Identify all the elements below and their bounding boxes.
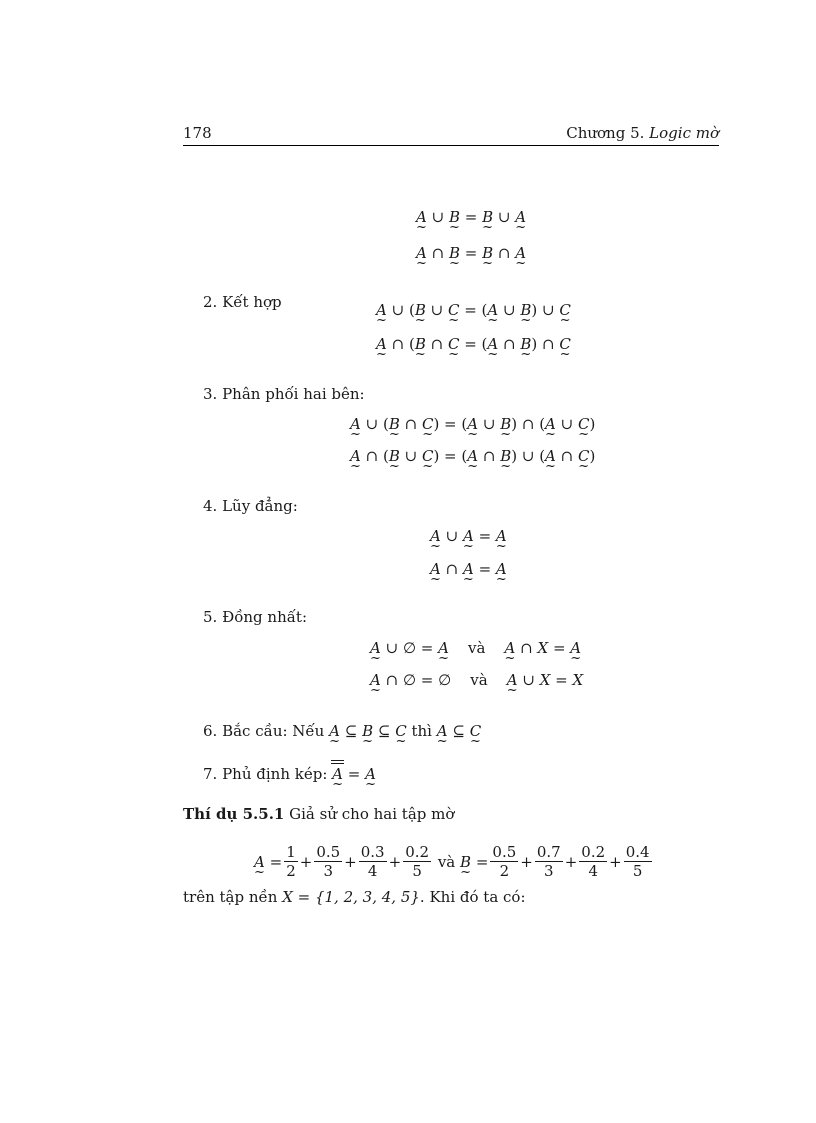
fuzzy-set-variable: A ~: [438, 639, 449, 657]
chapter-label: Chương 5.: [566, 124, 645, 142]
list-item-distributive: [203, 385, 365, 403]
item-number: 6.: [203, 722, 218, 740]
closing-post: . Khi đó ta có:: [419, 888, 526, 906]
fuzzy-set-variable: B ~: [460, 853, 471, 871]
fuzzy-set-variable: B ~: [415, 301, 426, 319]
fuzzy-set-variable: A ~: [545, 415, 556, 433]
fuzzy-set-variable: B ~: [389, 447, 400, 465]
fuzzy-set-variable: C ~: [448, 301, 459, 319]
item-number: 4.: [203, 497, 218, 515]
fraction: $\frac{0.3}{4}$: [360, 843, 385, 880]
item-number: 5.: [203, 608, 218, 626]
fuzzy-set-variable: B ~: [482, 208, 493, 226]
fuzzy-set-variable: A ~: [496, 560, 507, 578]
fuzzy-set-variable: B ~: [449, 244, 460, 262]
fraction: $\frac{0.2}{4}$: [581, 843, 606, 880]
fuzzy-set-variable: A ~: [416, 208, 427, 226]
fuzzy-set-variable: A ~: [430, 560, 441, 578]
closing-pre: trên tập nền: [183, 888, 278, 906]
list-item-double-negation: 7. Phủ định kép: A ~ = A ~: [203, 765, 376, 783]
fuzzy-set-variable: A ~: [463, 527, 474, 545]
formula-commutative-union: A ~ ∪ B ~ = B ~ ∪ A ~: [416, 208, 526, 226]
formula-commutative-intersection: A ~ ∩ B ~ = B ~ ∩ A ~: [416, 244, 526, 262]
fuzzy-set-variable: A ~: [430, 527, 441, 545]
header-rule: [183, 145, 719, 146]
fuzzy-set-variable: A ~: [370, 671, 381, 689]
fuzzy-set-variable: A ~: [437, 722, 448, 740]
fuzzy-set-variable: A ~: [487, 301, 498, 319]
fuzzy-set-variable: A ~: [505, 639, 516, 657]
fuzzy-set-variable: A ~: [365, 765, 376, 783]
fraction: $\frac{0.5}{3}$: [316, 843, 341, 880]
example-heading: [183, 805, 454, 823]
item-number: 2.: [203, 293, 218, 311]
fuzzy-set-variable: A ~: [467, 447, 478, 465]
formula-idempotent-union: A ~ ∪ A ~ = A ~: [430, 527, 507, 545]
fuzzy-set-variable: A ~: [507, 671, 518, 689]
fuzzy-set-variable: C ~: [470, 722, 481, 740]
fuzzy-set-variable: A ~: [467, 415, 478, 433]
fuzzy-set-variable: C ~: [422, 415, 433, 433]
fuzzy-set-variable: A ~: [463, 560, 474, 578]
fuzzy-set-variable: C ~: [422, 447, 433, 465]
fuzzy-set-variable: A ~: [376, 301, 387, 319]
formula-distributive-union: A ~ ∪ (B ~ ∩ C ~) = (A ~ ∪ B ~) ∩ (A ~ ∪ C ~): [350, 415, 595, 433]
running-header: [566, 124, 719, 142]
fuzzy-set-variable: C ~: [559, 335, 570, 353]
formula-associative-intersection: A ~ ∩ (B ~ ∩ C ~ = (A ~ ∩ B ~) ∩ C ~: [376, 335, 571, 353]
example-connector: và: [437, 852, 456, 871]
formula-idempotent-intersection: A ~ ∩ A ~ = A ~: [430, 560, 507, 578]
fuzzy-set-variable: A ~: [570, 639, 581, 657]
fuzzy-set-variable: B ~: [482, 244, 493, 262]
formula-identity-row1: A ~ ∪ ∅ = A ~ và A ~ ∩ X = A ~: [370, 639, 581, 657]
formula-fuzzy-sets: A ~ = $\frac{1}{2}$ + $\frac{0.5}{3}$ + $\frac{0.3}{4}$ + $\frac{0.2}{5}$ và B ~ = $\frac{0.5}{2}$ + $\frac{0.7}{3}$ + $\frac{0.2}{4}$ + $\frac{0.4}{5}$: [254, 843, 654, 880]
fuzzy-set-variable: A ~: [545, 447, 556, 465]
item-number: 3.: [203, 385, 218, 403]
list-item-identity: [203, 608, 307, 626]
formula-distributive-intersection: A ~ ∩ (B ~ ∪ C ~) = (A ~ ∩ B ~) ∪ (A ~ ∩ C ~): [350, 447, 595, 465]
fuzzy-set-variable: C ~: [448, 335, 459, 353]
fraction: $\frac{0.5}{2}$: [492, 843, 517, 880]
list-item-idempotent: [203, 497, 298, 515]
fuzzy-set-variable: B ~: [500, 415, 511, 433]
fuzzy-set-variable: C ~: [578, 447, 589, 465]
fuzzy-set-variable: B ~: [520, 335, 531, 353]
fuzzy-set-variable: A ~: [332, 765, 343, 783]
formula-identity-row2: A ~ ∩ ∅ = ∅ và A ~ ∪ X = X: [370, 671, 583, 689]
fuzzy-set-variable: A ~: [376, 335, 387, 353]
universe-set: X = {1, 2, 3, 4, 5}: [282, 888, 420, 906]
fuzzy-set-variable: A ~: [416, 244, 427, 262]
fuzzy-set-variable: B ~: [415, 335, 426, 353]
fuzzy-set-variable: A ~: [254, 853, 265, 871]
fuzzy-set-variable: A ~: [515, 244, 526, 262]
fuzzy-set-variable: A ~: [515, 208, 526, 226]
fraction: $\frac{1}{2}$: [286, 843, 296, 880]
connector-va: và: [470, 671, 488, 689]
example-intro: Giả sử cho hai tập mờ: [289, 805, 455, 823]
fuzzy-set-variable: A ~: [329, 722, 340, 740]
formula-associative-union: A ~ ∪ (B ~ ∪ C ~ = (A ~ ∪ B ~) ∪ C ~: [376, 301, 571, 319]
item-label: Kết hợp: [222, 293, 282, 311]
item-number: 7.: [203, 765, 218, 783]
fraction: $\frac{0.7}{3}$: [536, 843, 561, 880]
list-item-associative: [203, 293, 282, 311]
fuzzy-set-variable: B ~: [389, 415, 400, 433]
fuzzy-set-variable: C ~: [559, 301, 570, 319]
chapter-title: Logic mờ: [649, 124, 719, 142]
example-title: Thí dụ 5.5.1: [183, 805, 285, 823]
fuzzy-set-variable: B ~: [449, 208, 460, 226]
fuzzy-set-variable: A ~: [350, 447, 361, 465]
fuzzy-set-variable: A ~: [496, 527, 507, 545]
item-label: Bắc cầu: Nếu: [222, 722, 325, 740]
item-label: Phân phối hai bên:: [222, 385, 365, 403]
item-label: Lũy đẳng:: [222, 497, 298, 515]
fuzzy-set-variable: A ~: [370, 639, 381, 657]
connector-va: và: [468, 639, 486, 657]
fraction: $\frac{0.4}{5}$: [625, 843, 650, 880]
item-label: Phủ định kép:: [222, 765, 328, 783]
fuzzy-set-variable: C ~: [578, 415, 589, 433]
fuzzy-set-variable: B ~: [500, 447, 511, 465]
fuzzy-set-variable: C ~: [395, 722, 406, 740]
item-label: Đồng nhất:: [222, 608, 308, 626]
fraction: $\frac{0.2}{5}$: [405, 843, 430, 880]
example-closing: [183, 888, 526, 906]
list-item-transitive: 6. Bắc cầu: Nếu A ~ ⊆ B ~ ⊆ C ~ thì A ~ ⊆ C ~: [203, 722, 481, 740]
fuzzy-set-variable: B ~: [362, 722, 373, 740]
fuzzy-set-variable: A ~: [487, 335, 498, 353]
item-mid: thì: [411, 722, 432, 740]
page-number: 178: [183, 124, 212, 142]
fuzzy-set-variable: A ~: [350, 415, 361, 433]
fuzzy-set-variable: B ~: [520, 301, 531, 319]
